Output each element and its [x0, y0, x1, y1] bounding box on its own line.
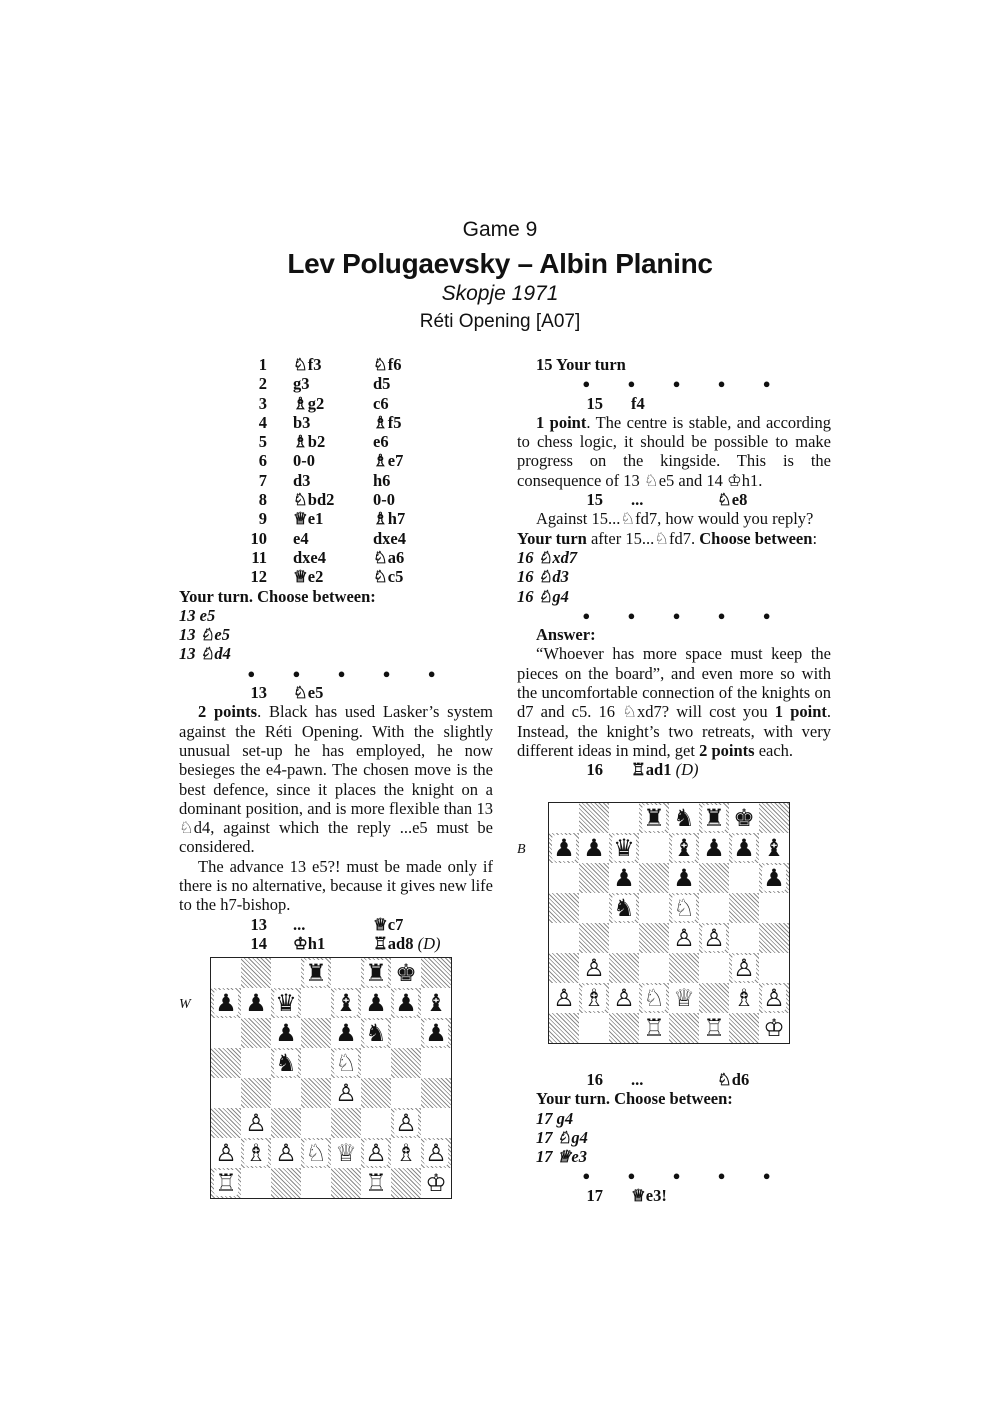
move-line: 6 0-0 ♗e7: [258, 451, 404, 471]
board-square: [609, 833, 639, 863]
board-square: [361, 1168, 391, 1198]
white-pawn-icon: ♙: [583, 954, 605, 982]
board-square: [361, 988, 391, 1018]
board-square: [759, 953, 789, 983]
board-square: [391, 958, 421, 988]
move-line: 3 ♗g2 c6: [258, 393, 389, 413]
white-king-icon: ♔: [763, 1014, 785, 1042]
move-line: 13 ... ♕c7: [250, 914, 404, 934]
board-square: [391, 1048, 421, 1078]
chess-diagram-1: [210, 957, 452, 1199]
commentary-paragraph: Your turn after 15...♘fd7. Choose between:: [517, 528, 818, 548]
board-square: [331, 988, 361, 1018]
choice-13c: 13 ♘d4: [179, 644, 231, 664]
board-square: [729, 1013, 759, 1043]
board-square: [639, 953, 669, 983]
board-square: [301, 1078, 331, 1108]
board-square: [669, 893, 699, 923]
white-knight-icon: ♘: [305, 1139, 327, 1167]
board-square: [241, 1138, 271, 1168]
board-square: [211, 1018, 241, 1048]
move-line: 13 ♘e5: [250, 683, 324, 703]
white-queen-icon: ♕: [335, 1139, 357, 1167]
white-pawn-icon: ♙: [673, 924, 695, 952]
choice-17c: 17 ♕e3: [536, 1147, 587, 1167]
board-square: [421, 1108, 451, 1138]
black-bishop-icon: ♝: [335, 989, 357, 1017]
black-bishop-icon: ♝: [673, 834, 695, 862]
move-line: 10 e4 dxe4: [250, 528, 406, 548]
move-line: 4 b3 ♗f5: [258, 412, 402, 432]
board-square: [669, 983, 699, 1013]
board-square: [271, 1078, 301, 1108]
board-square: [549, 863, 579, 893]
board-square: [639, 983, 669, 1013]
black-knight-icon: ♞: [275, 1049, 297, 1077]
your-turn-15: 15 Your turn: [536, 355, 626, 374]
white-pawn-icon: ♙: [425, 1139, 447, 1167]
white-pawn-icon: ♙: [335, 1079, 357, 1107]
black-rook-icon: ♜: [643, 804, 665, 832]
board-square: [301, 1048, 331, 1078]
move-line: 15 ... ♘e8: [586, 490, 748, 510]
board-square: [391, 1138, 421, 1168]
board-square: [271, 1168, 301, 1198]
black-pawn-icon: ♟: [365, 989, 387, 1017]
section-dots: ● ● ● ● ●: [582, 607, 788, 623]
board-square: [241, 988, 271, 1018]
move-line: 7 d3 h6: [258, 470, 391, 490]
left-column: [179, 355, 493, 953]
white-bishop-icon: ♗: [245, 1139, 267, 1167]
board-square: [609, 803, 639, 833]
board-square: [301, 1018, 331, 1048]
game-opening: Réti Opening [A07]: [419, 311, 581, 332]
black-pawn-icon: ♟: [613, 864, 635, 892]
move-line: 9 ♕e1 ♗h7: [258, 509, 406, 529]
board-square: [331, 958, 361, 988]
black-rook-icon: ♜: [305, 959, 327, 987]
board-square: [639, 923, 669, 953]
board-square: [549, 923, 579, 953]
board-square: [271, 1138, 301, 1168]
board-square: [639, 893, 669, 923]
black-pawn-icon: ♟: [395, 989, 417, 1017]
board-square: [301, 1108, 331, 1138]
board-square: [211, 988, 241, 1018]
commentary-paragraph: Against 15...♘fd7, how would you reply?: [536, 509, 814, 529]
black-knight-icon: ♞: [365, 1019, 387, 1047]
turn-heading-17: Your turn. Choose between:: [536, 1089, 733, 1109]
right-column: [517, 355, 831, 780]
commentary-paragraph: The advance 13 e5?! must be made only if there is no alternative, because it gives new life to the h7-bishop.: [179, 856, 493, 915]
board-square: [331, 1078, 361, 1108]
board-square: [549, 983, 579, 1013]
board-square: [361, 1018, 391, 1048]
board-square: [579, 1013, 609, 1043]
board-square: [301, 1138, 331, 1168]
white-rook-icon: ♖: [365, 1169, 387, 1197]
board-square: [211, 1108, 241, 1138]
black-bishop-icon: ♝: [425, 989, 447, 1017]
board-square: [211, 1078, 241, 1108]
right-column-lower: [517, 1070, 831, 1205]
board-square: [639, 863, 669, 893]
black-pawn-icon: ♟: [583, 834, 605, 862]
board-square: [301, 958, 331, 988]
board-square: [759, 863, 789, 893]
black-queen-icon: ♛: [613, 834, 635, 862]
choice-13b: 13 ♘e5: [179, 625, 230, 645]
move-line: 16 ♖ad1 (D): [586, 760, 699, 780]
black-knight-icon: ♞: [613, 894, 635, 922]
board-square: [271, 1018, 301, 1048]
section-dots: ● ● ● ● ●: [582, 1168, 788, 1184]
board-square: [241, 1048, 271, 1078]
move-line: 5 ♗b2 e6: [258, 432, 389, 452]
board-square: [579, 893, 609, 923]
black-king-icon: ♚: [733, 804, 755, 832]
board-square: [421, 1018, 451, 1048]
white-pawn-icon: ♙: [613, 984, 635, 1012]
game-place: Skopje 1971: [441, 282, 559, 305]
move-line: 15 f4: [586, 393, 645, 413]
board-square: [699, 893, 729, 923]
white-pawn-icon: ♙: [365, 1139, 387, 1167]
white-pawn-icon: ♙: [763, 984, 785, 1012]
board-square: [609, 1013, 639, 1043]
board-square: [391, 988, 421, 1018]
board-square: [549, 953, 579, 983]
board-square: [639, 803, 669, 833]
move-line: 16 ... ♘d6: [586, 1070, 750, 1089]
board-square: [211, 1048, 241, 1078]
opening-moves: [179, 355, 493, 587]
white-knight-icon: ♘: [335, 1049, 357, 1077]
move-line: 11 dxe4 ♘a6: [251, 547, 405, 567]
side-to-move-label: W: [179, 997, 191, 1012]
board-square: [699, 923, 729, 953]
game-title: Lev Polugaevsky – Albin Planinc: [287, 248, 713, 279]
white-queen-icon: ♕: [673, 984, 695, 1012]
choice-16c: 16 ♘g4: [517, 586, 569, 606]
board-square: [421, 1138, 451, 1168]
board-square: [391, 1078, 421, 1108]
board-square: [241, 1018, 271, 1048]
board-square: [421, 1048, 451, 1078]
board-square: [669, 863, 699, 893]
board-square: [579, 953, 609, 983]
board-square: [241, 1168, 271, 1198]
board-square: [211, 1168, 241, 1198]
black-pawn-icon: ♟: [245, 989, 267, 1017]
board-square: [271, 1048, 301, 1078]
board-square: [301, 1168, 331, 1198]
board-square: [639, 833, 669, 863]
section-dots: ● ● ● ● ●: [582, 376, 788, 392]
board-square: [331, 1018, 361, 1048]
board-square: [271, 958, 301, 988]
board-square: [759, 923, 789, 953]
white-bishop-icon: ♗: [395, 1139, 417, 1167]
choice-17a: 17 g4: [536, 1108, 574, 1128]
board-square: [759, 893, 789, 923]
board-square: [639, 1013, 669, 1043]
choice-17b: 17 ♘g4: [536, 1127, 588, 1147]
commentary-paragraph: 1 point. The centre is stable, and according to chess logic, it should be possible to make progress on the kingside. This is the consequence of 13 ♘e5 and 14 ♔h1.: [517, 412, 831, 490]
black-rook-icon: ♜: [365, 959, 387, 987]
board-square: [391, 1168, 421, 1198]
board-square: [699, 803, 729, 833]
choice-16b: 16 ♘d3: [517, 567, 569, 587]
board-square: [361, 1048, 391, 1078]
white-king-icon: ♔: [425, 1169, 447, 1197]
white-rook-icon: ♖: [703, 1014, 725, 1042]
white-bishop-icon: ♗: [583, 984, 605, 1012]
board-square: [549, 833, 579, 863]
board-square: [579, 863, 609, 893]
white-pawn-icon: ♙: [395, 1109, 417, 1137]
board-square: [669, 953, 699, 983]
board-square: [699, 983, 729, 1013]
board-square: [699, 833, 729, 863]
board-square: [421, 988, 451, 1018]
black-pawn-icon: ♟: [733, 834, 755, 862]
board-square: [211, 958, 241, 988]
board-square: [669, 1013, 699, 1043]
white-rook-icon: ♖: [643, 1014, 665, 1042]
board-square: [331, 1138, 361, 1168]
commentary-paragraph: 2 points. Black has used Lasker’s system against the Réti Opening. With the slightly unusual set-up he has employed, he now besieges the e4-pawn. The chosen move is the best defence, since it places the knight on a dominant position, and is more flexible than 13 ♘d4, against which the reply ...e5 must be considered.: [179, 702, 493, 857]
chess-diagram-2: [548, 802, 790, 1044]
answer-label: Answer:: [536, 625, 596, 645]
white-rook-icon: ♖: [215, 1169, 237, 1197]
board-square: [421, 1168, 451, 1198]
board-square: [391, 1018, 421, 1048]
board-square: [549, 893, 579, 923]
board-square: [609, 923, 639, 953]
board-square: [699, 953, 729, 983]
board-square: [421, 1078, 451, 1108]
board-square: [729, 983, 759, 1013]
black-knight-icon: ♞: [673, 804, 695, 832]
black-queen-icon: ♛: [275, 989, 297, 1017]
black-rook-icon: ♜: [703, 804, 725, 832]
black-pawn-icon: ♟: [703, 834, 725, 862]
board-square: [331, 1168, 361, 1198]
board-square: [669, 803, 699, 833]
white-pawn-icon: ♙: [245, 1109, 267, 1137]
board-square: [331, 1108, 361, 1138]
board-square: [609, 983, 639, 1013]
board-square: [549, 803, 579, 833]
choice-16a: 16 ♘xd7: [517, 547, 578, 567]
white-pawn-icon: ♙: [553, 984, 575, 1012]
board-square: [759, 803, 789, 833]
white-knight-icon: ♘: [643, 984, 665, 1012]
board-square: [729, 923, 759, 953]
board-square: [579, 923, 609, 953]
board-square: [729, 893, 759, 923]
board-square: [271, 1108, 301, 1138]
black-pawn-icon: ♟: [425, 1019, 447, 1047]
board-square: [331, 1048, 361, 1078]
board-square: [609, 893, 639, 923]
board-square: [421, 958, 451, 988]
board-square: [609, 863, 639, 893]
side-to-move-label: B: [517, 842, 526, 857]
black-pawn-icon: ♟: [673, 864, 695, 892]
board-square: [391, 1108, 421, 1138]
board-square: [241, 1078, 271, 1108]
choice-13a: 13 e5: [179, 605, 216, 625]
board-square: [729, 863, 759, 893]
white-pawn-icon: ♙: [275, 1139, 297, 1167]
white-pawn-icon: ♙: [733, 954, 755, 982]
board-square: [579, 803, 609, 833]
board-square: [729, 833, 759, 863]
board-square: [361, 958, 391, 988]
board-square: [759, 1013, 789, 1043]
board-square: [361, 1078, 391, 1108]
black-pawn-icon: ♟: [763, 864, 785, 892]
move-line: 14 ♔h1 ♖ad8 (D): [250, 933, 441, 953]
move-line: 17 ♕e3!: [586, 1185, 667, 1205]
board-square: [729, 803, 759, 833]
black-king-icon: ♚: [395, 959, 417, 987]
board-square: [241, 1108, 271, 1138]
white-bishop-icon: ♗: [733, 984, 755, 1012]
white-knight-icon: ♘: [673, 894, 695, 922]
move-line: 2 g3 d5: [258, 374, 391, 394]
move-line: 8 ♘bd2 0-0: [258, 490, 395, 510]
board-square: [579, 983, 609, 1013]
board-square: [699, 863, 729, 893]
white-pawn-icon: ♙: [215, 1139, 237, 1167]
move-line: 1 ♘f3 ♘f6: [258, 355, 402, 374]
board-square: [241, 958, 271, 988]
board-square: [301, 988, 331, 1018]
black-pawn-icon: ♟: [553, 834, 575, 862]
board-square: [669, 833, 699, 863]
white-pawn-icon: ♙: [703, 924, 725, 952]
board-square: [669, 923, 699, 953]
board-square: [271, 988, 301, 1018]
black-pawn-icon: ♟: [215, 989, 237, 1017]
turn-heading-13: Your turn. Choose between:: [179, 586, 376, 606]
board-square: [549, 1013, 579, 1043]
board-square: [759, 983, 789, 1013]
black-pawn-icon: ♟: [335, 1019, 357, 1047]
board-square: [361, 1138, 391, 1168]
black-bishop-icon: ♝: [763, 834, 785, 862]
board-square: [579, 833, 609, 863]
move-line: 12 ♕e2 ♘c5: [250, 567, 404, 587]
board-square: [759, 833, 789, 863]
board-square: [211, 1138, 241, 1168]
board-square: [729, 953, 759, 983]
game-number: Game 9: [462, 218, 538, 241]
commentary-paragraph: “Whoever has more space must keep the pieces on the board”, and even more so with the uncomfortable connection of the knights on d7 and c5. 16 ♘xd7? will cost you 1 point. Instead, the knight’s two retreats, with very different ideas in mind, get 2 points each.: [517, 644, 831, 760]
board-square: [609, 953, 639, 983]
board-square: [361, 1108, 391, 1138]
board-square: [699, 1013, 729, 1043]
black-pawn-icon: ♟: [275, 1019, 297, 1047]
section-dots: ● ● ● ● ●: [247, 665, 453, 681]
